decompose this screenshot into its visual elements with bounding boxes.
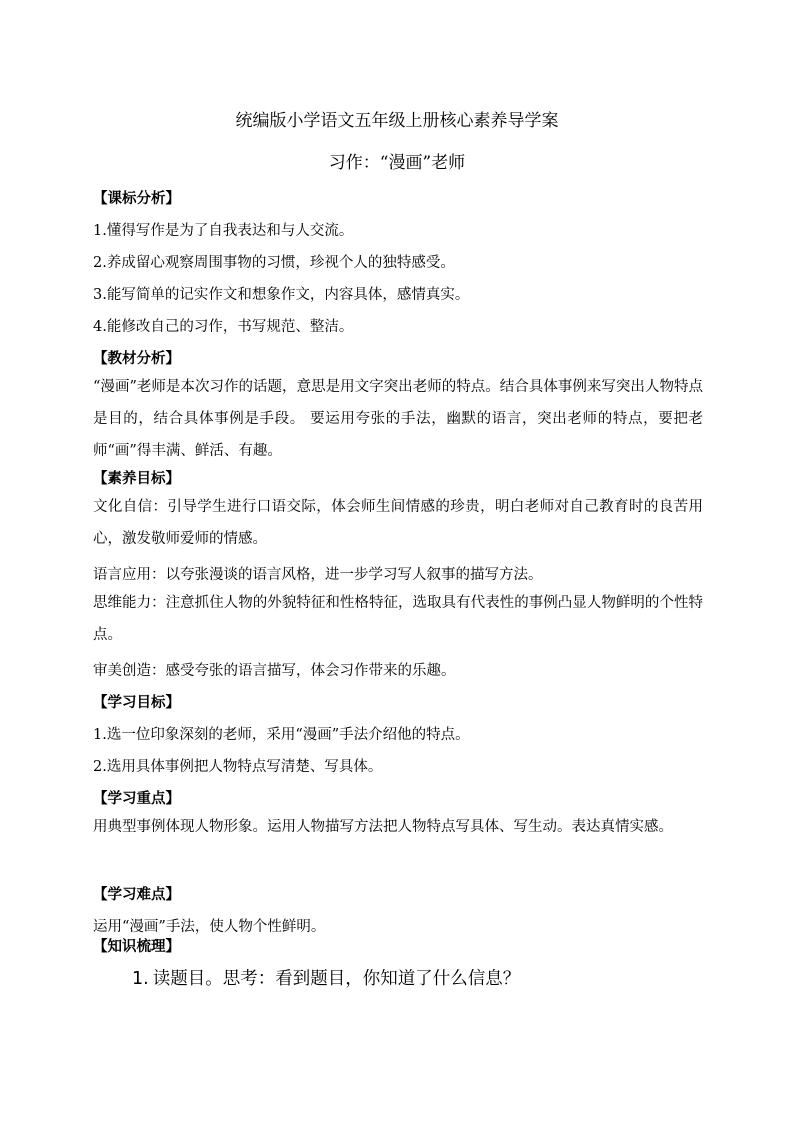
- knowledge-item-text: 读题目。思考：看到题目，你知道了什么信息？: [152, 969, 521, 989]
- focus-paragraph: 用典型事例体现人物形象。运用人物描写方法把人物特点写具体、写生动。表达真情实感。: [93, 819, 673, 835]
- section-heading-focus: 【学习重点】: [93, 790, 180, 807]
- knowledge-item-number: 1.: [132, 969, 149, 989]
- goal-item-2: 2.选用具体事例把人物特点写清楚、写具体。: [93, 759, 383, 775]
- section-heading-goals: 【学习目标】: [93, 694, 180, 711]
- document-title: 统编版小学语文五年级上册核心素养导学案: [235, 111, 559, 131]
- textbook-paragraph: “漫画”老师是本次习作的话题，意思是用文字突出老师的特点。结合具体事例来写突出人物特点是目的，结合具体事例是手段。 要运用夸张的手法，幽默的语言，突出老师的特点，要把老师“画”得丰满、鲜活、有趣。: [93, 379, 703, 459]
- difficulty-paragraph: 运用“漫画”手法，使人物个性鲜明。: [93, 919, 326, 935]
- goal-item-1: 1.选一位印象深刻的老师，采用“漫画”手法介绍他的特点。: [93, 727, 470, 743]
- section-heading-textbook: 【教材分析】: [93, 350, 180, 367]
- section-heading-knowledge: 【知识梳理】: [93, 938, 180, 955]
- literacy-paragraph-4: 审美创造：感受夸张的语言描写，体会习作带来的乐趣。: [93, 663, 456, 679]
- literacy-paragraph-1: 文化自信：引导学生进行口语交际，体会师生间情感的珍贵，明白老师对自己教育时的良苦用心，激发敬师爱师的情感。: [93, 499, 703, 547]
- section-heading-curriculum: 【课标分析】: [93, 190, 180, 207]
- curriculum-item-2: 2.养成留心观察周围事物的习惯，珍视个人的独特感受。: [93, 255, 455, 271]
- literacy-paragraph-2: 语言应用：以夸张漫谈的语言风格，进一步学习写人叙事的描写方法。: [93, 567, 543, 583]
- knowledge-item-1: [132, 965, 520, 990]
- section-heading-difficulty: 【学习难点】: [93, 886, 180, 903]
- document-subtitle: 习作：“漫画”老师: [328, 153, 466, 173]
- section-heading-literacy: 【素养目标】: [93, 470, 180, 487]
- literacy-paragraph-3: 思维能力：注意抓住人物的外貌特征和性格特征，选取具有代表性的事例凸显人物鲜明的个性特点。: [93, 595, 703, 643]
- curriculum-item-3: 3.能写简单的记实作文和想象作文，内容具体，感情真实。: [93, 287, 470, 303]
- curriculum-item-4: 4.能修改自己的习作，书写规范、整洁。: [93, 319, 354, 335]
- curriculum-item-1: 1.懂得写作是为了自我表达和与人交流。: [93, 223, 354, 239]
